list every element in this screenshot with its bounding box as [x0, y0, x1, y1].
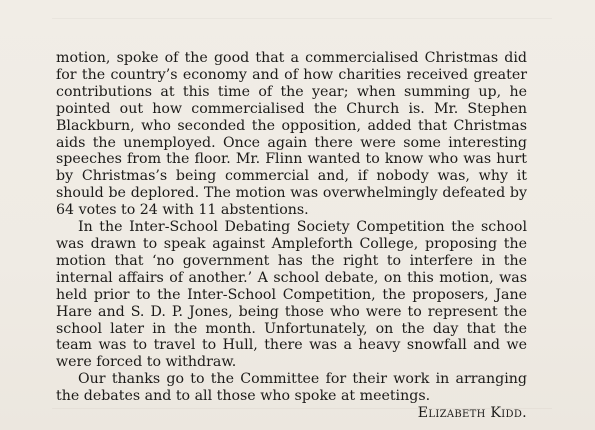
paragraph-inter-school-competition: In the Inter-School Debating Society Competition the school was drawn to speak against Ampleforth College, proposing the motion that ‘no government has the right to interfere in the internal affairs of another.’ A school debate, on this motion, was held prior to the Inter-School Competition, the proposers, Jane Hare and S. D. P. Jones, being those who were to represent the school later in the month. Unfortunately, on the day that the team was to travel to Hull, there was a heavy snowfall and we were forced to withdraw.	[56, 219, 527, 371]
paragraph-thanks: Our thanks go to the Committee for their work in arranging the debates and to all those who spoke at meetings.	[56, 371, 527, 405]
author-signature: Elizabeth Kidd.	[417, 405, 527, 422]
article-body	[56, 50, 527, 422]
paragraph-debate-result: motion, spoke of the good that a commercialised Christmas did for the country’s economy and of how charities received greater contributions at this time of the year; when summing up, he pointed out how commercialised the Church is. Mr. Stephen Blackburn, who seconded the opposition, added that Christmas aids the unemployed. Once again there were some interesting speeches from the floor. Mr. Flinn wanted to know who was hurt by Christmas’s being commercial and, if nobody was, why it should be deplored. The motion was overwhelmingly defeated by 64 votes to 24 with 11 abstentions.	[56, 50, 527, 219]
show-through-line	[52, 18, 552, 19]
